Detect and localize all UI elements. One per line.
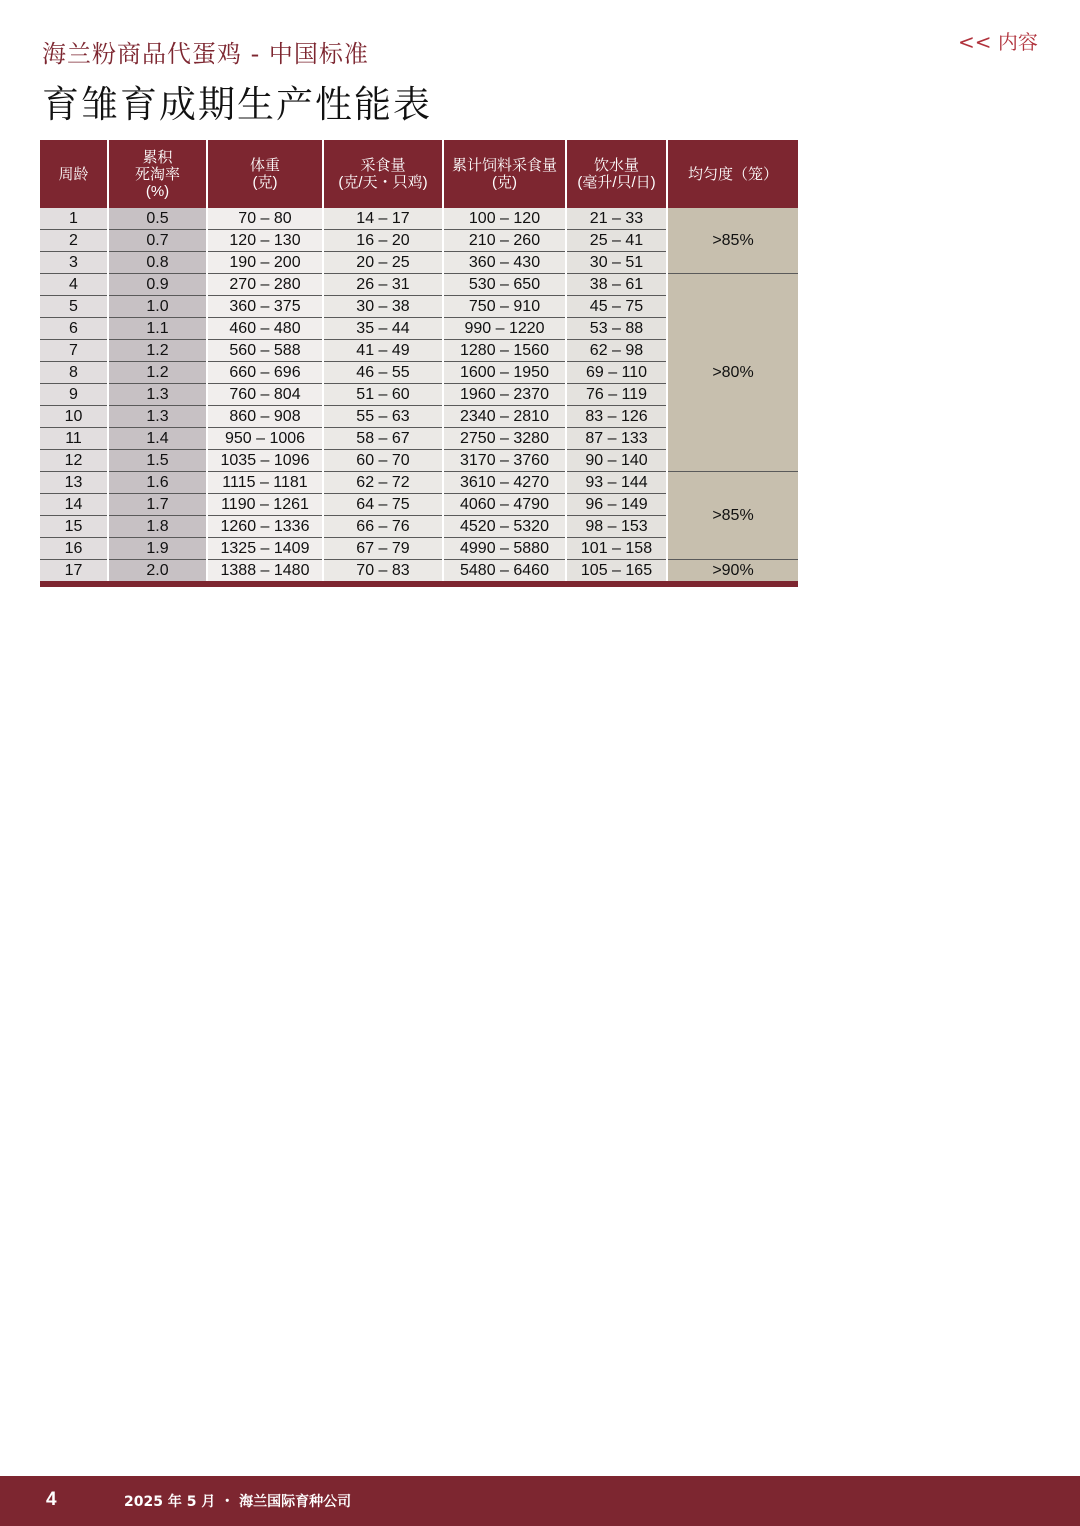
cell-water-intake: 69 – 110 xyxy=(566,362,667,384)
cell-cumulative-mortality: 1.9 xyxy=(108,538,207,560)
cell-water-intake: 96 – 149 xyxy=(566,494,667,516)
cell-week-age: 12 xyxy=(40,450,108,472)
cell-feed-intake: 30 – 38 xyxy=(323,296,443,318)
contents-link[interactable]: << 内容 xyxy=(958,30,1038,54)
cell-week-age: 1 xyxy=(40,208,108,230)
footer-bar xyxy=(0,1476,1080,1526)
column-header-week-age: 周龄 xyxy=(40,140,108,208)
cell-cumulative-mortality: 1.8 xyxy=(108,516,207,538)
cell-feed-intake: 16 – 20 xyxy=(323,230,443,252)
cell-week-age: 2 xyxy=(40,230,108,252)
cell-body-weight: 1190 – 1261 xyxy=(207,494,323,516)
cell-cumulative-mortality: 0.8 xyxy=(108,252,207,274)
footer-text: 2025 年 5 月 ・ 海兰国际育种公司 xyxy=(124,1494,352,1510)
cell-week-age: 9 xyxy=(40,384,108,406)
cell-cumulative-feed: 360 – 430 xyxy=(443,252,566,274)
cell-water-intake: 38 – 61 xyxy=(566,274,667,296)
cell-week-age: 8 xyxy=(40,362,108,384)
cell-cumulative-feed: 1960 – 2370 xyxy=(443,384,566,406)
performance-table xyxy=(40,140,798,587)
cell-feed-intake: 26 – 31 xyxy=(323,274,443,296)
cell-week-age: 15 xyxy=(40,516,108,538)
cell-week-age: 10 xyxy=(40,406,108,428)
cell-feed-intake: 35 – 44 xyxy=(323,318,443,340)
cell-water-intake: 45 – 75 xyxy=(566,296,667,318)
document-subtitle: 海兰粉商品代蛋鸡 - 中国标准 xyxy=(42,40,369,68)
cell-cumulative-feed: 100 – 120 xyxy=(443,208,566,230)
column-header-uniformity: 均匀度（笼） xyxy=(667,140,798,208)
cell-cumulative-mortality: 1.3 xyxy=(108,384,207,406)
table-header-row xyxy=(40,140,798,208)
cell-body-weight: 270 – 280 xyxy=(207,274,323,296)
cell-week-age: 3 xyxy=(40,252,108,274)
cell-water-intake: 87 – 133 xyxy=(566,428,667,450)
cell-cumulative-feed: 1600 – 1950 xyxy=(443,362,566,384)
cell-body-weight: 860 – 908 xyxy=(207,406,323,428)
cell-body-weight: 460 – 480 xyxy=(207,318,323,340)
column-header-cumulative-feed: 累计饲料采食量 (克) xyxy=(443,140,566,208)
cell-cumulative-mortality: 1.6 xyxy=(108,472,207,494)
cell-water-intake: 90 – 140 xyxy=(566,450,667,472)
cell-uniformity: >85% xyxy=(667,208,798,274)
cell-cumulative-mortality: 1.1 xyxy=(108,318,207,340)
table-row xyxy=(40,274,798,296)
cell-cumulative-feed: 530 – 650 xyxy=(443,274,566,296)
cell-feed-intake: 58 – 67 xyxy=(323,428,443,450)
cell-cumulative-mortality: 2.0 xyxy=(108,560,207,585)
cell-cumulative-mortality: 1.2 xyxy=(108,362,207,384)
cell-cumulative-feed: 210 – 260 xyxy=(443,230,566,252)
cell-water-intake: 62 – 98 xyxy=(566,340,667,362)
cell-feed-intake: 55 – 63 xyxy=(323,406,443,428)
table-body xyxy=(40,208,798,584)
cell-cumulative-feed: 750 – 910 xyxy=(443,296,566,318)
page-number: 4 xyxy=(46,1489,57,1510)
cell-body-weight: 120 – 130 xyxy=(207,230,323,252)
cell-week-age: 14 xyxy=(40,494,108,516)
table-row xyxy=(40,560,798,585)
cell-feed-intake: 62 – 72 xyxy=(323,472,443,494)
cell-water-intake: 76 – 119 xyxy=(566,384,667,406)
cell-cumulative-feed: 4990 – 5880 xyxy=(443,538,566,560)
cell-cumulative-feed: 4060 – 4790 xyxy=(443,494,566,516)
cell-body-weight: 70 – 80 xyxy=(207,208,323,230)
cell-body-weight: 360 – 375 xyxy=(207,296,323,318)
cell-body-weight: 560 – 588 xyxy=(207,340,323,362)
cell-week-age: 4 xyxy=(40,274,108,296)
cell-cumulative-feed: 3610 – 4270 xyxy=(443,472,566,494)
cell-uniformity: >85% xyxy=(667,472,798,560)
cell-feed-intake: 51 – 60 xyxy=(323,384,443,406)
cell-water-intake: 105 – 165 xyxy=(566,560,667,585)
cell-water-intake: 98 – 153 xyxy=(566,516,667,538)
cell-cumulative-feed: 1280 – 1560 xyxy=(443,340,566,362)
cell-water-intake: 93 – 144 xyxy=(566,472,667,494)
cell-feed-intake: 20 – 25 xyxy=(323,252,443,274)
cell-week-age: 7 xyxy=(40,340,108,362)
cell-water-intake: 83 – 126 xyxy=(566,406,667,428)
cell-cumulative-mortality: 1.3 xyxy=(108,406,207,428)
table-row xyxy=(40,208,798,230)
table-row xyxy=(40,472,798,494)
cell-water-intake: 21 – 33 xyxy=(566,208,667,230)
cell-uniformity: >90% xyxy=(667,560,798,585)
cell-feed-intake: 14 – 17 xyxy=(323,208,443,230)
cell-cumulative-mortality: 1.2 xyxy=(108,340,207,362)
cell-body-weight: 1388 – 1480 xyxy=(207,560,323,585)
cell-body-weight: 1035 – 1096 xyxy=(207,450,323,472)
cell-cumulative-feed: 990 – 1220 xyxy=(443,318,566,340)
cell-cumulative-mortality: 1.5 xyxy=(108,450,207,472)
cell-cumulative-mortality: 0.5 xyxy=(108,208,207,230)
cell-body-weight: 660 – 696 xyxy=(207,362,323,384)
cell-cumulative-feed: 2340 – 2810 xyxy=(443,406,566,428)
cell-water-intake: 25 – 41 xyxy=(566,230,667,252)
cell-body-weight: 1115 – 1181 xyxy=(207,472,323,494)
cell-water-intake: 30 – 51 xyxy=(566,252,667,274)
cell-cumulative-mortality: 1.4 xyxy=(108,428,207,450)
column-header-feed-intake: 采食量 (克/天・只鸡) xyxy=(323,140,443,208)
column-header-body-weight: 体重 (克) xyxy=(207,140,323,208)
cell-body-weight: 1325 – 1409 xyxy=(207,538,323,560)
cell-week-age: 13 xyxy=(40,472,108,494)
cell-body-weight: 760 – 804 xyxy=(207,384,323,406)
cell-feed-intake: 46 – 55 xyxy=(323,362,443,384)
cell-feed-intake: 41 – 49 xyxy=(323,340,443,362)
cell-cumulative-mortality: 1.0 xyxy=(108,296,207,318)
cell-cumulative-mortality: 0.9 xyxy=(108,274,207,296)
column-header-water-intake: 饮水量 (毫升/只/日) xyxy=(566,140,667,208)
cell-feed-intake: 60 – 70 xyxy=(323,450,443,472)
column-header-cumulative-mortality: 累积 死淘率 (%) xyxy=(108,140,207,208)
cell-water-intake: 101 – 158 xyxy=(566,538,667,560)
page-title: 育雏育成期生产性能表 xyxy=(42,83,432,126)
cell-water-intake: 53 – 88 xyxy=(566,318,667,340)
cell-body-weight: 950 – 1006 xyxy=(207,428,323,450)
cell-cumulative-feed: 5480 – 6460 xyxy=(443,560,566,585)
cell-feed-intake: 67 – 79 xyxy=(323,538,443,560)
cell-body-weight: 190 – 200 xyxy=(207,252,323,274)
cell-cumulative-mortality: 1.7 xyxy=(108,494,207,516)
cell-feed-intake: 64 – 75 xyxy=(323,494,443,516)
cell-feed-intake: 70 – 83 xyxy=(323,560,443,585)
cell-week-age: 6 xyxy=(40,318,108,340)
cell-cumulative-feed: 4520 – 5320 xyxy=(443,516,566,538)
cell-body-weight: 1260 – 1336 xyxy=(207,516,323,538)
cell-week-age: 5 xyxy=(40,296,108,318)
cell-cumulative-mortality: 0.7 xyxy=(108,230,207,252)
cell-feed-intake: 66 – 76 xyxy=(323,516,443,538)
cell-week-age: 11 xyxy=(40,428,108,450)
cell-week-age: 16 xyxy=(40,538,108,560)
cell-cumulative-feed: 3170 – 3760 xyxy=(443,450,566,472)
cell-cumulative-feed: 2750 – 3280 xyxy=(443,428,566,450)
cell-week-age: 17 xyxy=(40,560,108,585)
cell-uniformity: >80% xyxy=(667,274,798,472)
